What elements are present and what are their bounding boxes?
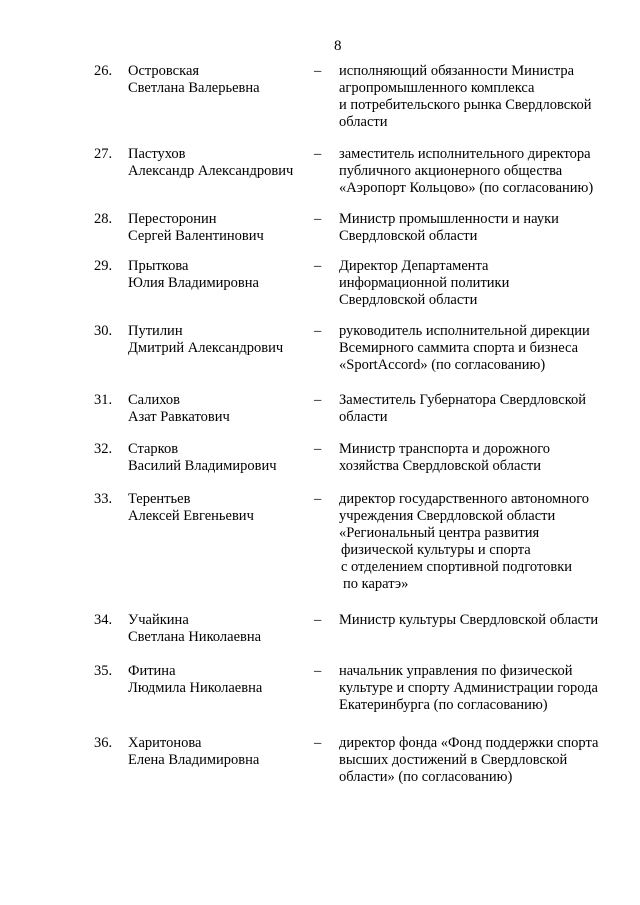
item-number: 36. [94,735,113,751]
separator-dash: – [314,63,322,79]
item-number: 27. [94,146,113,162]
surname: Фитина [128,663,176,679]
position-line: директор государственного автономного [339,491,590,507]
separator-dash: – [314,735,322,751]
position-line: и потребительского рынка Свердловской [339,97,592,113]
given-names: Василий Владимирович [128,458,277,474]
position-description [339,63,624,131]
given-names: Азат Равкатович [128,409,230,425]
surname: Терентьев [128,491,191,507]
separator-dash: – [314,323,322,339]
position-line: директор фонда «Фонд поддержки спорта [339,735,599,751]
person-name [128,392,313,426]
position-line: информационной политики [339,275,510,291]
position-line: заместитель исполнительного директора [339,146,591,162]
separator-dash: – [314,612,322,628]
position-line: области» (по согласованию) [339,769,513,785]
position-description [339,258,624,309]
item-number: 33. [94,491,113,507]
position-description [339,441,624,475]
person-name [128,323,313,357]
surname: Островская [128,63,200,79]
person-name [128,63,313,97]
position-line: области [339,114,388,130]
surname: Харитонова [128,735,202,751]
page-number: 8 [334,38,342,54]
position-line: агропромышленного комплекса [339,80,535,96]
given-names: Дмитрий Александрович [128,340,284,356]
given-names: Людмила Николаевна [128,680,263,696]
position-description [339,392,624,426]
person-name [128,612,313,646]
given-names: Светлана Валерьевна [128,80,260,96]
person-name [128,258,313,292]
item-number: 29. [94,258,113,274]
item-number: 28. [94,211,113,227]
person-name [128,441,313,475]
position-description [339,612,624,629]
person-name [128,211,313,245]
position-line: культуре и спорту Администрации города [339,680,598,696]
position-line: Заместитель Губернатора Свердловской [339,392,587,408]
item-number: 34. [94,612,113,628]
position-line: области [339,409,388,425]
position-description [339,663,624,714]
position-line: физической культуры и спорта [341,542,531,558]
separator-dash: – [314,392,322,408]
item-number: 31. [94,392,113,408]
surname: Учайкина [128,612,189,628]
position-line: публичного акционерного общества [339,163,563,179]
surname: Пересторонин [128,211,217,227]
separator-dash: – [314,663,322,679]
position-description [339,211,624,245]
position-line: «Региональный центра развития [339,525,540,541]
given-names: Юлия Владимировна [128,275,259,291]
position-line: с отделением спортивной подготовки [341,559,573,575]
position-line: хозяйства Свердловской области [339,458,541,474]
position-line: «Аэропорт Кольцово» (по согласованию) [339,180,594,196]
position-line: «SportAccord» (по согласованию) [339,357,546,373]
item-number: 30. [94,323,113,339]
position-description [339,323,624,374]
item-number: 35. [94,663,113,679]
person-name [128,491,313,525]
given-names: Елена Владимировна [128,752,260,768]
surname: Прыткова [128,258,189,274]
item-number: 26. [94,63,113,79]
position-line: Свердловской области [339,292,478,308]
position-line: по каратэ» [343,576,409,592]
given-names: Александр Александрович [128,163,294,179]
position-line: Всемирного саммита спорта и бизнеса [339,340,579,356]
position-line: Министр промышленности и науки [339,211,559,227]
position-line: учреждения Свердловской области [339,508,556,524]
position-line: Свердловской области [339,228,478,244]
position-description [339,735,624,786]
given-names: Алексей Евгеньевич [128,508,254,524]
given-names: Светлана Николаевна [128,629,262,645]
position-description [339,146,624,197]
person-name [128,735,313,769]
given-names: Сергей Валентинович [128,228,264,244]
surname: Салихов [128,392,181,408]
position-line: Директор Департамента [339,258,489,274]
separator-dash: – [314,441,322,457]
surname: Старков [128,441,179,457]
surname: Путилин [128,323,183,339]
separator-dash: – [314,146,322,162]
position-line: Екатеринбурга (по согласованию) [339,697,548,713]
position-line: руководитель исполнительной дирекции [339,323,590,339]
person-name [128,663,313,697]
position-line: начальник управления по физической [339,663,573,679]
separator-dash: – [314,211,322,227]
position-line: Министр транспорта и дорожного [339,441,551,457]
item-number: 32. [94,441,113,457]
separator-dash: – [314,491,322,507]
surname: Пастухов [128,146,186,162]
person-name [128,146,313,180]
position-line: высших достижений в Свердловской [339,752,568,768]
position-line: исполняющий обязанности Министра [339,63,575,79]
position-line: Министр культуры Свердловской области [339,612,599,628]
separator-dash: – [314,258,322,274]
position-description [339,491,624,593]
